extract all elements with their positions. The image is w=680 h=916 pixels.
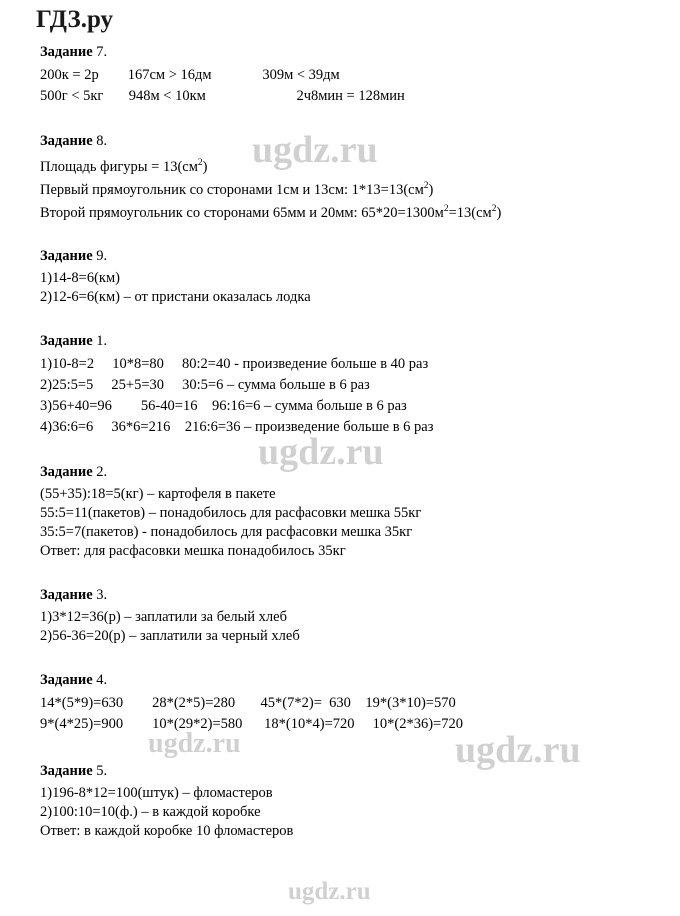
task-title-1 <box>40 333 660 350</box>
task-number-2: 2. <box>96 464 108 481</box>
watermark: ugdz.ru <box>252 129 378 171</box>
task-title-word-1: Задание <box>40 333 93 350</box>
task-line: Ответ: для расфасовки мешка понадобилось 35кг <box>40 543 346 560</box>
task-title-3 <box>40 587 660 604</box>
task-number-7: 7. <box>96 44 108 60</box>
task-block-4 <box>40 672 660 735</box>
task-title-8 <box>40 133 660 150</box>
watermark: ugdz.ru <box>258 431 384 473</box>
task-title-word-9: Задание <box>40 248 93 265</box>
task-line: 55:5=11(пакетов) – понадобилось для расфасовки мешка 55кг <box>40 505 422 522</box>
task-line: Площадь фигуры = $13(см^2)$ <box>40 158 208 175</box>
watermark: ugdz.ru <box>148 728 241 759</box>
task-number-9: 9. <box>96 248 108 265</box>
task-line: 1)196-8*12=100(штук) – фломастеров <box>40 785 273 802</box>
task-line: 9*(4*25)=900 10*(29*2)=580 18*(10*4)=720 10*(2*36)=720 <box>40 716 463 733</box>
task-line: Второй прямоугольник со сторонами 65мм и 20мм: $65*20=1300м^2=13(см^2)$ <box>40 203 502 221</box>
task-title-word-7: Задание <box>40 44 93 60</box>
task-title-word-2: Задание <box>40 464 93 481</box>
task-line: 1)14-8=6(км) <box>40 270 120 287</box>
task-line: 2)25:5=5 25+5=30 30:5=6 – сумма больше в 6 раз <box>40 377 370 394</box>
task-line: 2)12-6=6(км) – от пристани оказалась лодка <box>40 289 311 306</box>
task-block-7 <box>40 44 660 107</box>
task-title-word-8: Задание <box>40 133 93 149</box>
task-line: 4)36:6=6 36*6=216 216:6=36 – произведение больше в 6 раз <box>40 419 434 436</box>
task-title-word-4: Задание <box>40 672 93 689</box>
task-block-1 <box>40 333 660 438</box>
task-title-word-5: Задание <box>40 763 93 780</box>
task-line: (55+35):18=5(кг) – картофеля в пакете <box>40 486 276 503</box>
task-number-3: 3. <box>96 587 108 604</box>
task-line: 14*(5*9)=630 28*(2*5)=280 45*(7*2)= 630 19*(3*10)=570 <box>40 695 456 712</box>
task-line: Ответ: в каждой коробке 10 фломастеров <box>40 823 294 840</box>
task-title-2 <box>40 464 660 481</box>
task-number-8: 8. <box>96 133 108 149</box>
task-title-4 <box>40 672 660 689</box>
solutions-content <box>40 44 660 859</box>
task-block-8 <box>40 133 660 222</box>
task-line: Первый прямоугольник со сторонами 1см и 13см: $1*13=13(см^2)$ <box>40 180 434 198</box>
task-line: 200к = 2р 167см > 16дм 309м < 39дм <box>40 67 340 83</box>
task-block-9 <box>40 248 660 307</box>
task-number-4: 4. <box>96 672 108 689</box>
task-line: 2)56-36=20(р) – заплатили за черный хлеб <box>40 628 300 645</box>
task-line: 2)100:10=10(ф.) – в каждой коробке <box>40 804 261 821</box>
task-line: 1)3*12=36(р) – заплатили за белый хлеб <box>40 609 287 626</box>
task-block-3 <box>40 587 660 646</box>
task-number-5: 5. <box>96 763 108 780</box>
task-line: 3)56+40=96 56-40=16 96:16=6 – сумма больше в 6 раз <box>40 398 407 415</box>
task-title-9 <box>40 248 660 265</box>
task-title-7 <box>40 44 660 61</box>
task-line: 35:5=7(пакетов) - понадобилось для расфасовки мешка 35кг <box>40 524 413 541</box>
task-line: 500г < 5кг 948м < 10км 2ч8мин = 128мин <box>40 88 405 104</box>
task-number-1: 1. <box>96 333 108 350</box>
task-title-5 <box>40 763 660 780</box>
task-title-word-3: Задание <box>40 587 93 604</box>
task-line: 1)10-8=2 10*8=80 80:2=40 - произведение больше в 40 раз <box>40 356 429 373</box>
watermark: ugdz.ru <box>288 878 371 905</box>
watermark: ugdz.ru <box>455 729 581 771</box>
task-block-5 <box>40 763 660 841</box>
site-logo[interactable]: ГДЗ.ру <box>36 6 114 33</box>
task-block-2 <box>40 464 660 561</box>
